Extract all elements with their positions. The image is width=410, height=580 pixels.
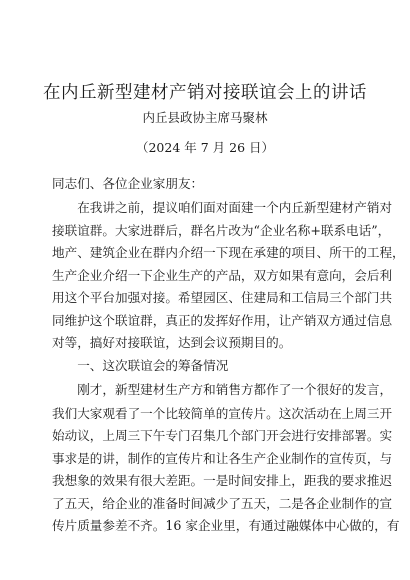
body-text-line: 始动议，上周三下午专门召集几个部门开会进行安排部署。实	[52, 428, 393, 443]
body-text-line: 同维护这个联谊群，真正的发挥好作用，让产销双方通过信息	[52, 313, 393, 328]
body-text-line: 用这个平台加强对接。希望园区、住建局和工信局三个部门共	[52, 290, 393, 305]
body-text-line: 对等，搞好对接联谊，达到会议预期目的。	[52, 335, 292, 350]
body-text-line: 我想象的效果有很大差距。一是时间安排上，距我的要求推迟	[52, 473, 393, 488]
salutation-line: 同志们、各位企业家朋友：	[52, 176, 204, 191]
speaker-byline: 内丘县政协主席马聚林	[142, 110, 268, 125]
body-text-line: 生产企业介绍一下企业生产的产品，双方如果有意向，会后利	[52, 268, 393, 283]
body-text-line: 地产、建筑企业在群内介绍一下现在承建的项目、所干的工程，	[52, 245, 405, 260]
speech-title: 在内丘新型建材产销对接联谊会上的讲话	[43, 83, 367, 103]
body-text-line: 了五天，给企业的准备时间减少了五天，二是各企业制作的宣	[52, 496, 393, 511]
body-text-line: 接联谊群。大家进群后，群名片改为“企业名称+联系电话”，	[52, 223, 391, 238]
body-text-line: 事求是的讲，制作的宣传片和让各生产企业制作的宣传页，与	[52, 451, 393, 466]
speech-date: （2024 年 7 月 26 日）	[135, 140, 275, 155]
body-text-line: 我们大家观看了一个比较简单的宣传片。这次活动在上周三开	[52, 406, 393, 421]
body-text-line: 传片质量参差不齐。16 家企业里，有通过融媒体中心做的，有	[52, 518, 400, 533]
body-text-line: 在我讲之前，提议咱们面对面建一个内丘新型建材产销对	[52, 200, 393, 215]
body-text-line: 刚才，新型建材生产方和销售方都作了一个很好的发言，	[52, 382, 393, 397]
section-heading: 一、这次联谊会的筹备情况	[52, 358, 229, 373]
